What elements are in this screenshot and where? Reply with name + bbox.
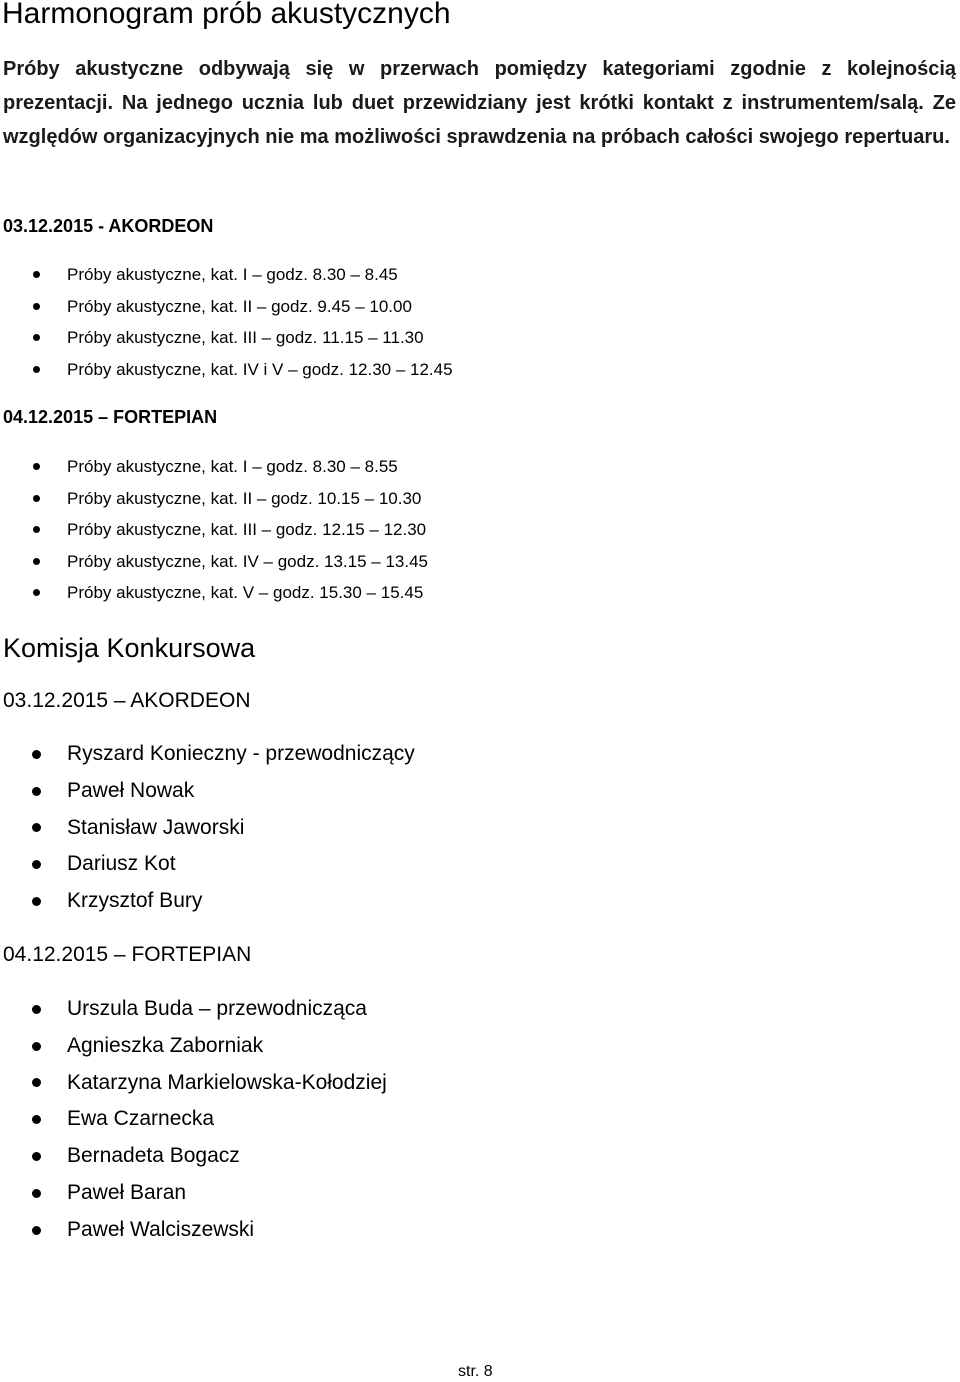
list-item: Urszula Buda – przewodnicząca: [0, 991, 387, 1028]
commission-list-akordeon: [0, 736, 415, 920]
list-item: Katarzyna Markielowska-Kołodziej: [0, 1065, 387, 1102]
list-item: Próby akustyczne, kat. III – godz. 12.15 – 12.30: [0, 514, 428, 546]
page-number: str. 8: [458, 1363, 493, 1380]
schedule-list-fortepian: [0, 451, 428, 609]
list-item: Bernadeta Bogacz: [0, 1138, 387, 1175]
intro-paragraph: Próby akustyczne odbywają się w przerwach pomiędzy kategoriami zgodnie z kolejnością prezentacji. Na jednego ucznia lub duet przewidziany jest krótki kontakt z instrumentem/salą. Ze względów organizacyjnych nie ma możliwości sprawdzenia na próbach całości swojego repertuaru.: [3, 58, 956, 148]
list-item: Paweł Nowak: [0, 773, 415, 810]
list-item: Ewa Czarnecka: [0, 1101, 387, 1138]
list-item: Próby akustyczne, kat. II – godz. 9.45 – 10.00: [0, 291, 453, 323]
list-item: Paweł Walciszewski: [0, 1212, 387, 1249]
commission-heading-fortepian: 04.12.2015 – FORTEPIAN: [3, 943, 252, 966]
list-item: Próby akustyczne, kat. I – godz. 8.30 – 8.45: [0, 259, 453, 291]
list-item: Agnieszka Zaborniak: [0, 1028, 387, 1065]
schedule-heading-akordeon: 03.12.2015 - AKORDEON: [3, 216, 214, 236]
commission-heading-akordeon: 03.12.2015 – AKORDEON: [3, 689, 251, 712]
list-item: Ryszard Konieczny - przewodniczący: [0, 736, 415, 773]
schedule-list-akordeon: [0, 259, 453, 385]
list-item: Dariusz Kot: [0, 846, 415, 883]
list-item: Próby akustyczne, kat. IV – godz. 13.15 – 13.45: [0, 546, 428, 578]
schedule-heading-fortepian: 04.12.2015 – FORTEPIAN: [3, 407, 218, 427]
list-item: Próby akustyczne, kat. IV i V – godz. 12.30 – 12.45: [0, 354, 453, 386]
list-item: Stanisław Jaworski: [0, 810, 415, 847]
page-title: Harmonogram prób akustycznych: [2, 0, 451, 30]
list-item: Próby akustyczne, kat. V – godz. 15.30 – 15.45: [0, 577, 428, 609]
list-item: Próby akustyczne, kat. I – godz. 8.30 – 8.55: [0, 451, 428, 483]
list-item: Krzysztof Bury: [0, 883, 415, 920]
list-item: Próby akustyczne, kat. III – godz. 11.15 – 11.30: [0, 322, 453, 354]
list-item: Próby akustyczne, kat. II – godz. 10.15 – 10.30: [0, 483, 428, 515]
commission-list-fortepian: [0, 991, 387, 1249]
list-item: Paweł Baran: [0, 1175, 387, 1212]
commission-heading: Komisja Konkursowa: [3, 633, 256, 663]
